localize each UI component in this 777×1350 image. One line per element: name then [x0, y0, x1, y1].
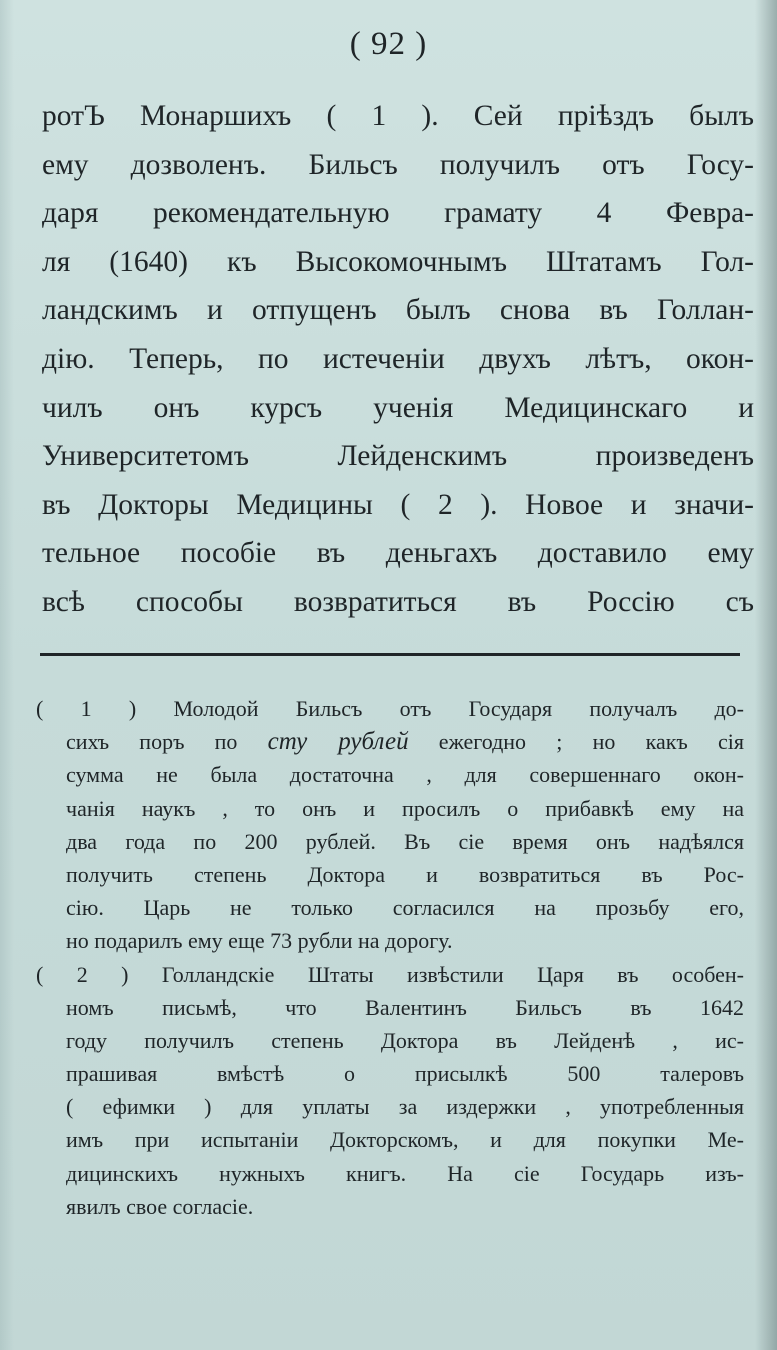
main-text-line: въ Докторы Медицины ( 2 ). Новое и значи- [42, 488, 754, 521]
main-text-line: ландскимъ и отпущенъ былъ снова въ Голлан- [42, 294, 754, 327]
footnote-line: дицинскихъ нужныхъ книгъ. На сiе Государь изъ- [66, 1160, 744, 1186]
footnote-line: но подарилъ ему еще 73 рубли на дорогу. [66, 928, 453, 954]
footnote-line: два года по 200 рублей. Въ сiе время онъ надѣялся [66, 828, 744, 854]
footnote-line: явилъ свое согласiе. [66, 1193, 254, 1219]
footnote-line: году получилъ степень Доктора въ Лейденѣ , ис- [66, 1027, 744, 1053]
footnote-text: ежегодно ; но какъ сiя [408, 729, 744, 755]
footnote-line: ( 2 ) Голландскiе Штаты извѣстили Царя въ особен- [36, 961, 744, 987]
footnote-line: ( 1 ) Молодой Бильсъ отъ Государя получалъ до- [36, 696, 744, 721]
page-number: ( 92 ) [349, 26, 428, 62]
footnote-line: сумма не была достаточна , для совершеннаго окон- [66, 762, 744, 788]
footnote-line: прашивая вмѣстѣ о присылкѣ 500 талеровъ [66, 1061, 744, 1087]
footnote-line: сiю. Царь не только согласился на прозьбу его, [66, 895, 744, 921]
main-text-line: ротЪ Монаршихъ ( 1 ). Сей прiѣздъ былъ [42, 100, 754, 132]
footnote-2 [36, 958, 744, 1224]
footnote-line: имъ при испытанiи Докторскомъ, и для покупки Ме- [66, 1127, 744, 1153]
footnote-line [36, 725, 744, 758]
footnote-text: сихъ поръ по [66, 729, 268, 755]
main-text-line: ему дозволенъ. Бильсъ получилъ отъ Госу- [42, 148, 754, 181]
main-text-line: чилъ онъ курсъ ученiя Медицинскаго и [42, 391, 754, 424]
footnote-line: чанiя наукъ , то онъ и просилъ о прибавкѣ ему на [66, 795, 744, 821]
footnote-line: получить степень Доктора и возвратиться въ Рос- [66, 861, 744, 887]
main-text-line: всѣ способы возвратиться въ Россiю съ [42, 585, 754, 618]
footnote-1 [36, 692, 744, 958]
main-text [42, 92, 754, 627]
footnote-line: номъ письмѣ, что Валентинъ Бильсъ въ 1642 [66, 994, 744, 1020]
footnote-line: ( ефимки ) для уплаты за издержки , употребленныя [66, 1094, 744, 1120]
main-text-line: ля (1640) къ Высокомочнымъ Штатамъ Гол- [42, 245, 754, 278]
main-text-line: тельное пособiе въ деньгахъ доставило ему [42, 537, 754, 570]
main-text-line: даря рекомендательную грамату 4 Февра- [42, 197, 754, 230]
footnote-italic-text: сту рублей [267, 728, 409, 756]
footnotes [36, 692, 744, 1223]
footnote-divider [40, 653, 740, 656]
main-text-line: дiю. Теперь, по истеченiи двухъ лѣтъ, окон- [42, 342, 754, 375]
main-text-line: Университетомъ Лейденскимъ произведенъ [42, 440, 754, 473]
